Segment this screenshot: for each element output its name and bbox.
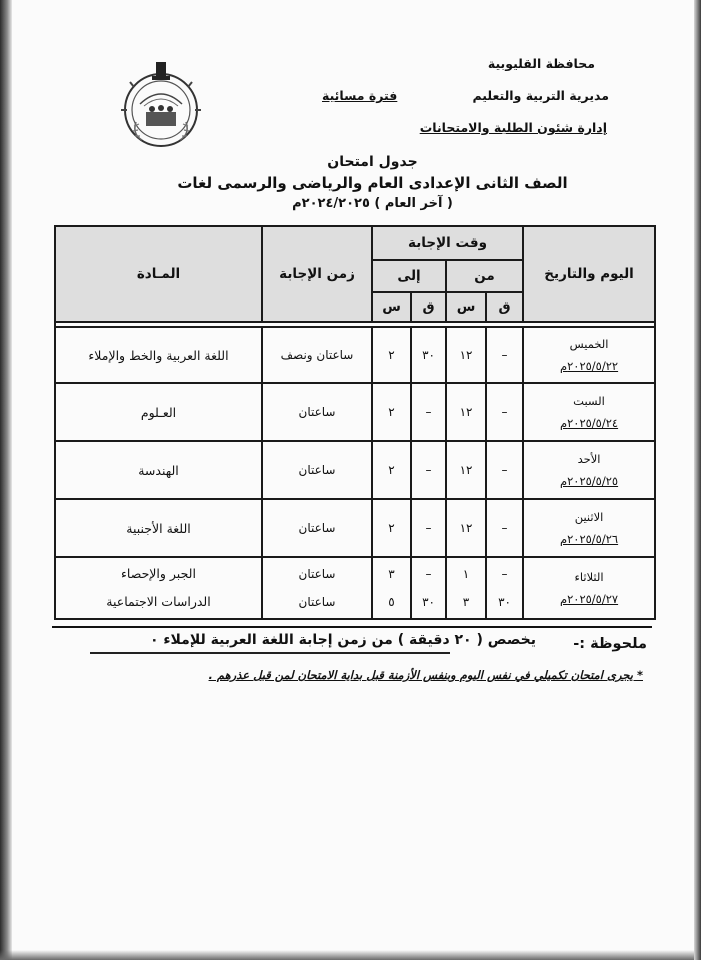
- exam-date: ٢٠٢٥/٥/٢٧م: [559, 592, 619, 606]
- to-minute: ٣٠: [422, 595, 435, 609]
- day-name: السبت: [573, 394, 605, 408]
- to-minute: ٣٠: [411, 327, 446, 383]
- header-duration: زمن الإجابة: [262, 226, 372, 322]
- to-hour: ٢: [372, 441, 411, 499]
- from-hour-cell: [446, 557, 486, 619]
- exam-date: ٢٠٢٥/٥/٢٢م: [559, 359, 619, 373]
- subject-cell: [55, 557, 262, 619]
- notes-divider: [52, 626, 652, 628]
- duration: ساعتان: [298, 567, 336, 581]
- duration: ساعتان: [262, 499, 372, 557]
- exam-schedule-table: [54, 225, 656, 620]
- from-hour: ١: [462, 567, 470, 581]
- from-hour: ٣: [462, 595, 470, 609]
- note-underline: [90, 652, 450, 654]
- day-name: الثلاثاء: [574, 570, 604, 584]
- from-minute: –: [486, 499, 523, 557]
- day-date-cell: [523, 383, 655, 441]
- day-name: الأحد: [577, 452, 601, 466]
- to-minute: –: [411, 383, 446, 441]
- from-minute-cell: [486, 557, 523, 619]
- exam-date: ٢٠٢٥/٥/٢٦م: [559, 532, 619, 546]
- note-makeup-exam: * يجرى امتحان تكميلي في نفس اليوم وبنفس الأزمنة قبل بداية الامتحان لمن قبل عذرهم .: [208, 668, 643, 682]
- shift-label: فترة مسائية: [322, 88, 398, 103]
- grade-title: الصف الثانى الإعدادى العام والرياضى والرسمى لغات: [177, 174, 568, 192]
- from-hour: ١٢: [446, 383, 486, 441]
- to-hour: ٥: [388, 595, 395, 609]
- from-hour: ١٢: [446, 441, 486, 499]
- to-minute: –: [411, 499, 446, 557]
- ministry-logo-icon: [112, 60, 210, 150]
- header-from: من: [446, 260, 523, 292]
- duration: ساعتان: [298, 595, 336, 609]
- header-to: إلى: [372, 260, 446, 292]
- to-hour: ٢: [372, 327, 411, 383]
- exam-date: ٢٠٢٥/٥/٢٥م: [559, 474, 619, 488]
- to-minute: –: [411, 441, 446, 499]
- header-answer-time: وقت الإجابة: [372, 226, 523, 260]
- header-day-date: اليوم والتاريخ: [523, 226, 655, 322]
- header-from-hour: س: [446, 292, 486, 322]
- day-name: الاثنين: [574, 510, 604, 524]
- header-to-hour: س: [372, 292, 411, 322]
- administration-label: إدارة شئون الطلبة والامتحانات: [419, 120, 607, 135]
- header-from-minute: ق: [486, 292, 523, 322]
- from-minute: –: [486, 327, 523, 383]
- duration: ساعتان: [262, 441, 372, 499]
- from-minute: ٣٠: [498, 595, 511, 609]
- day-date-cell: [523, 327, 655, 383]
- header-to-minute: ق: [411, 292, 446, 322]
- day-date-cell: [523, 441, 655, 499]
- header-subject: المـادة: [55, 226, 262, 322]
- from-minute: –: [501, 567, 508, 581]
- to-minute-cell: [411, 557, 446, 619]
- subject: الهندسة: [55, 441, 262, 499]
- table-row: [55, 383, 655, 441]
- note-dictation: يخصص ( ٢٠ دقيقة ) من زمن إجابة اللغة العربية للإملاء ٠: [149, 632, 536, 648]
- directorate-label: مديرية التربية والتعليم: [472, 88, 609, 103]
- schedule-title: جدول امتحان: [327, 154, 418, 170]
- note-label: ملحوظة :-: [573, 636, 647, 652]
- day-date-cell: [523, 499, 655, 557]
- subject: الدراسات الاجتماعية: [106, 594, 211, 609]
- duration-cell: [262, 557, 372, 619]
- governorate-label: محافظة القليوبية: [487, 56, 595, 71]
- duration: ساعتان: [262, 383, 372, 441]
- subject: الجبر والإحصاء: [121, 566, 196, 581]
- from-minute: –: [486, 441, 523, 499]
- from-minute: –: [486, 383, 523, 441]
- from-hour: ١٢: [446, 327, 486, 383]
- table-row: [55, 441, 655, 499]
- subject: اللغة الأجنبية: [55, 499, 262, 557]
- duration: ساعتان ونصف: [262, 327, 372, 383]
- to-hour: ٢: [372, 383, 411, 441]
- table-row: [55, 499, 655, 557]
- subject: العـلوم: [55, 383, 262, 441]
- day-name: الخميس: [569, 337, 609, 351]
- from-hour: ١٢: [446, 499, 486, 557]
- to-hour-cell: [372, 557, 411, 619]
- day-date-cell: [523, 557, 655, 619]
- to-hour: ٢: [372, 499, 411, 557]
- year-title: ( آخر العام ) ٢٠٢٤/٢٠٢٥م: [292, 196, 453, 211]
- to-minute: –: [425, 567, 432, 581]
- page-edge-shadow: [0, 950, 701, 960]
- to-hour: ٣: [388, 567, 395, 581]
- table-row: [55, 557, 655, 619]
- exam-date: ٢٠٢٥/٥/٢٤م: [559, 416, 619, 430]
- table-row: [55, 327, 655, 383]
- subject: اللغة العربية والخط والإملاء: [55, 327, 262, 383]
